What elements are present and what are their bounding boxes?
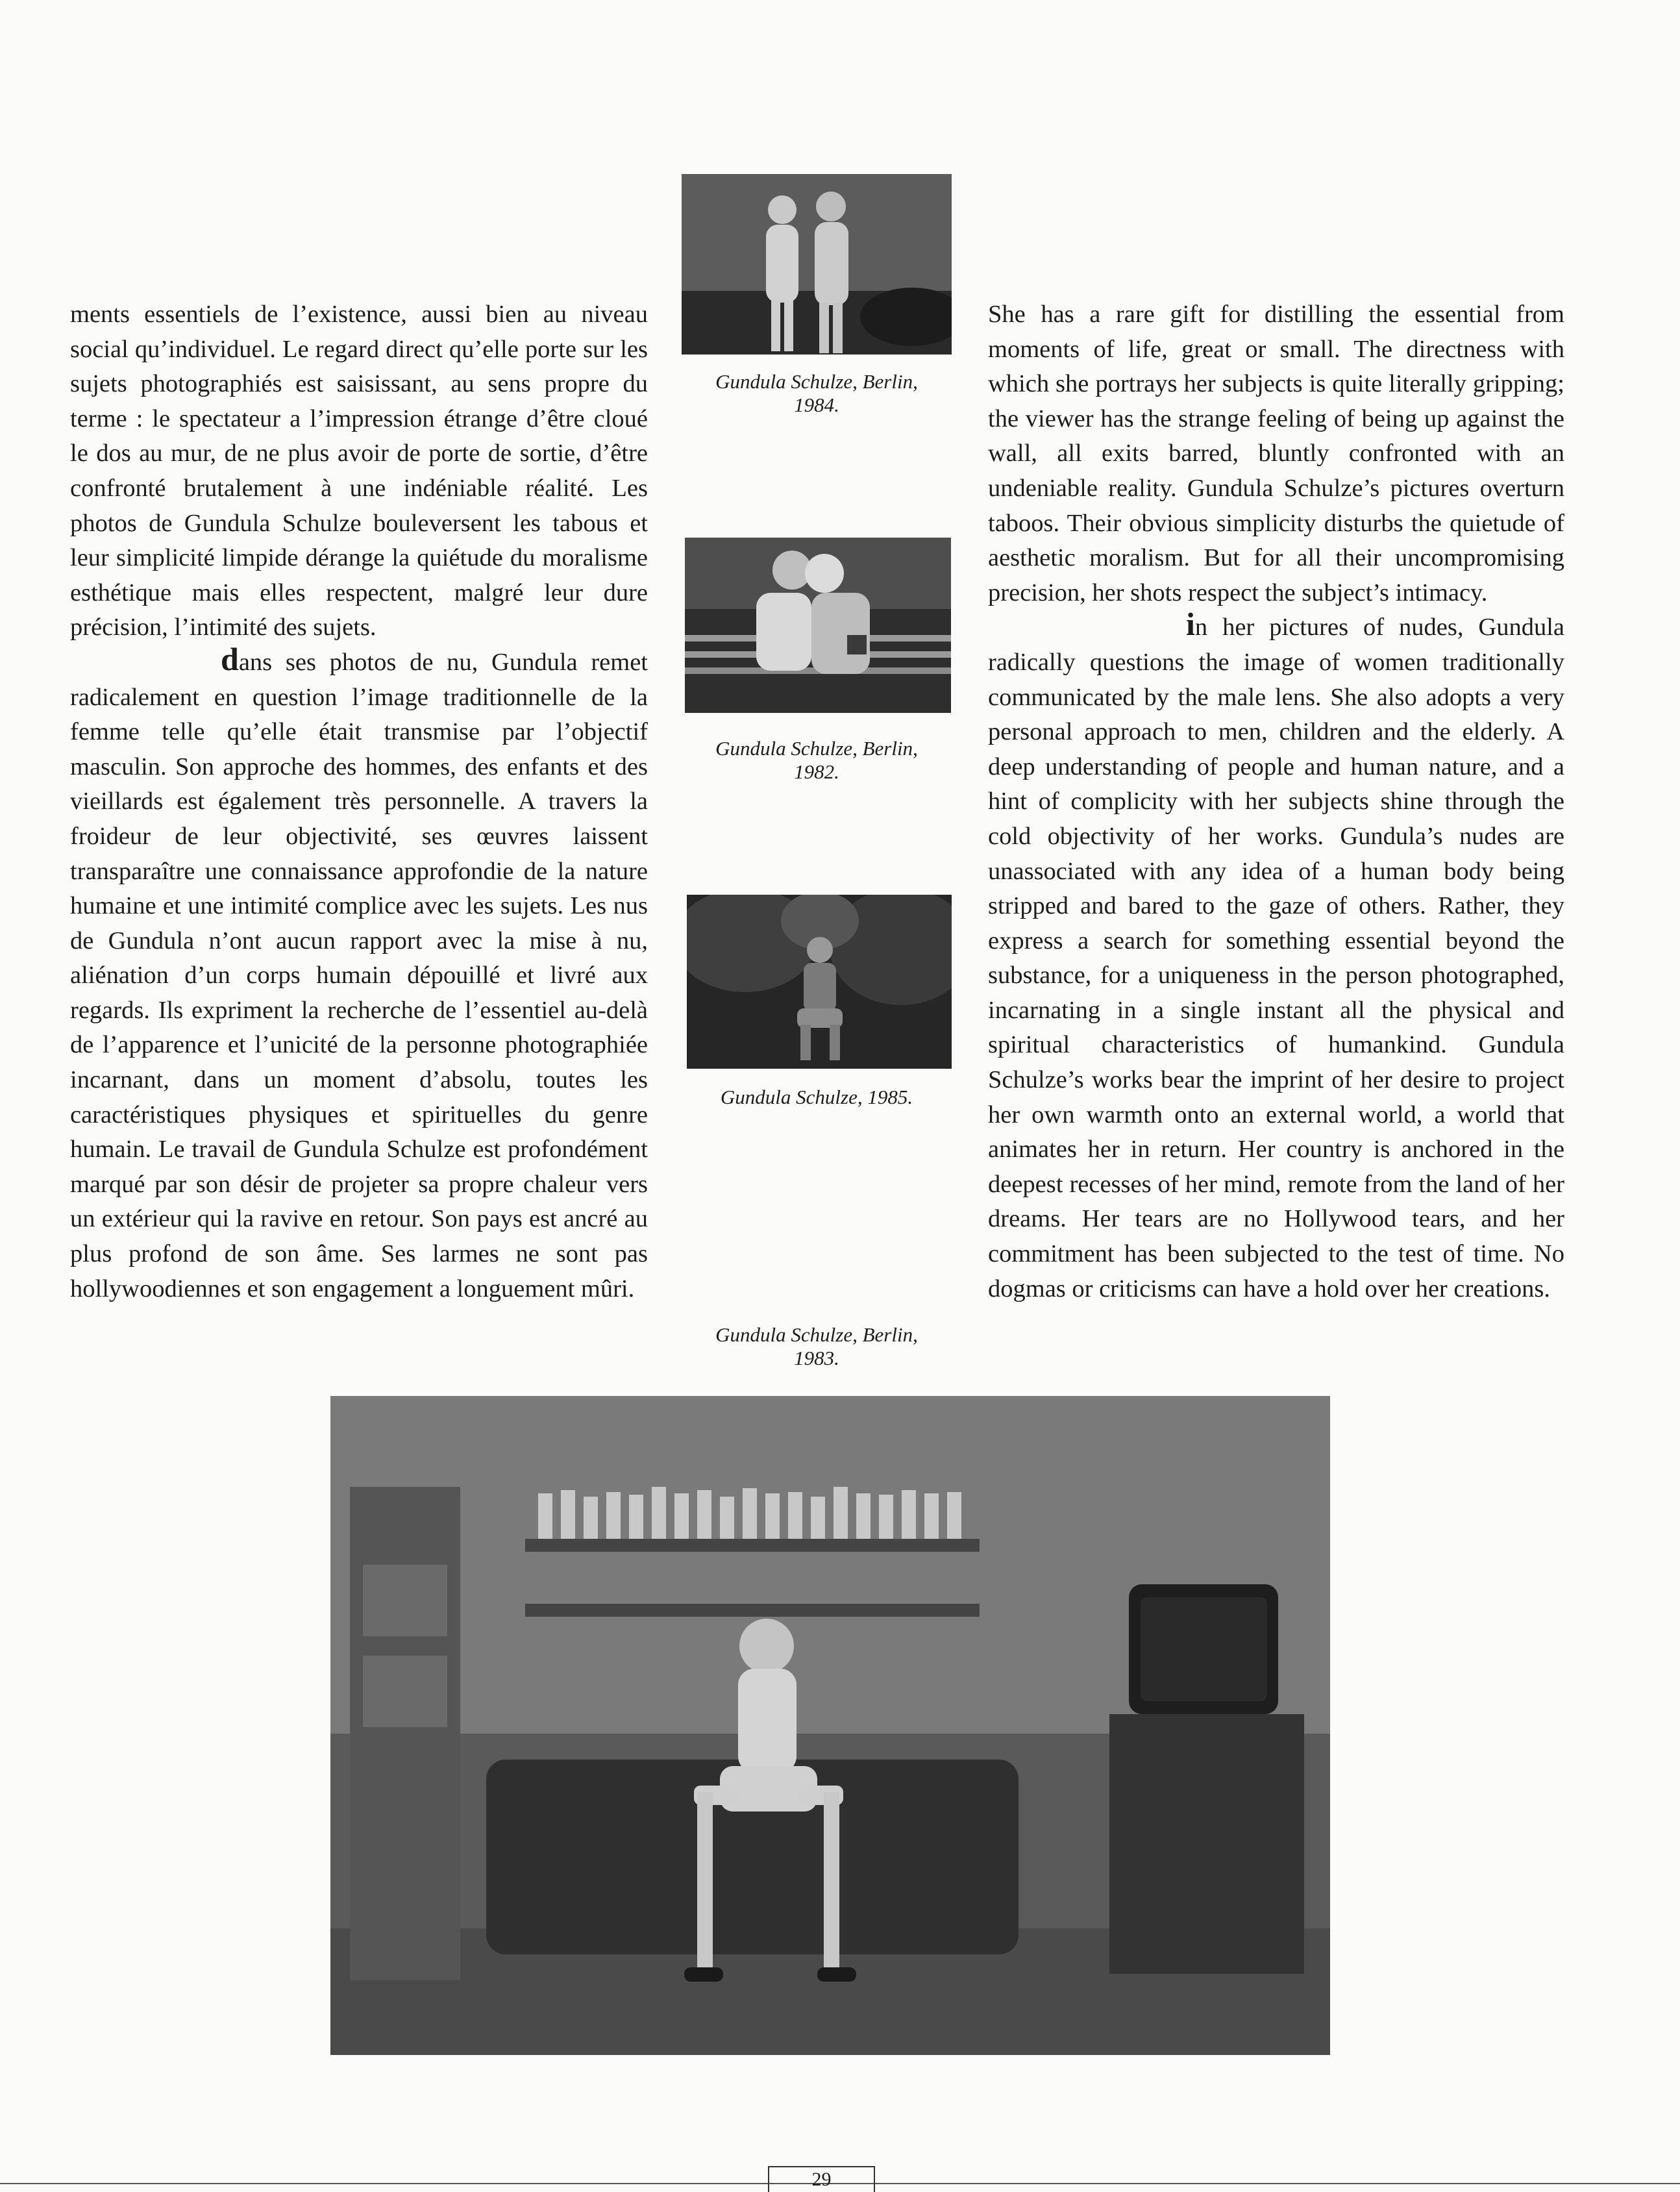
- french-dropcap: d: [221, 640, 239, 677]
- page-number: 29: [768, 2166, 875, 2192]
- photo-two-boys: [682, 174, 952, 355]
- english-dropcap: i: [1186, 606, 1195, 643]
- photo-boy-foliage-image: [687, 895, 952, 1069]
- caption-photo-3: Gundula Schulze, 1985.: [720, 1086, 913, 1108]
- caption-photo-4: Gundula Schulze, Berlin, 1983.: [715, 1323, 918, 1369]
- french-paragraph-1: ments essentiels de l’existence, aussi bien au niveau social qu’individuel. Le regard direct qu’elle porte sur les sujets photographiés est saisissant, au sens propre du terme : le spectateur a l’impression étrange d’être cloué le dos au mur, de ne plus avoir de porte de sortie, d’être confronté brutalement à une indéniable réalité. Les photos de Gundula Schulze bouleversent les tabous et leur simplicité limpide dérange la quiétude du moralisme esthétique mais elles respectent, malgré leur dure précision, l’intimité des sujets.: [70, 301, 648, 641]
- english-paragraph-2-text: n her pictures of nudes, Gundula radically questions the image of women traditionally communicated by the male lens. She also adopts a very personal approach to men, children and the elderly. A deep understanding of people and human nature, and a hint of complicity with her subjects shine through the cold objectivity of her works. Gundula’s nudes are unassociated with any idea of a human body being stripped and bared to the gaze of others. Rather, they express a search for something essential beyond the substance, for a uniqueness in the person photographed, incarnating in a single instant all the physical and spiritual characteristics of humankind. Gundula Schulze’s works bear the imprint of her desire to project her own warmth onto an external world, a world that animates her in return. Her country is anchored in the deepest recesses of her mind, remote from the land of her dreams. Her tears are no Hollywood tears, and her commitment has been subjected to the test of time. No dogmas or criticisms can have a hold over her creations.: [988, 614, 1564, 1302]
- english-paragraph-1: She has a rare gift for distilling the essential from moments of life, great or small. The directness with which she portrays her subjects is quite literally gripping; the viewer has the strange feeling of being up against the wall, all exits barred, bluntly confronted with an undeniable reality. Gundula Schulze’s pictures overturn taboos. Their obvious simplicity disturbs the quietude of aesthetic moralism. But for all their uncompromising precision, her shots respect the subject’s intimacy.: [988, 301, 1564, 606]
- english-text-column: [988, 297, 1564, 1306]
- french-paragraph-2-text: ans ses photos de nu, Gundula remet radicalement en question l’image traditionnelle de la femme telle qu’elle était transmise par l’objectif masculin. Son approche des hommes, des enfants et des vieillards est également très personnelle. A travers la froideur de leur objectivité, ses œuvres laissent transparaître une connaissance approfondie de la nature humaine et une intimité complice avec les sujets. Les nus de Gundula n’ont aucun rapport avec la mise à nu, aliénation d’un corps humain dépouillé et livré aux regards. Ils expriment la recherche de l’essentiel au-delà de l’apparence et l’unicité de la personne photographiée incarnant, dans un moment d’absolu, toutes les caractéristiques physiques et spirituelles du genre humain. Le travail de Gundula Schulze est profondément marqué par son désir de projeter sa propre chaleur vers un extérieur qui la ravive en retour. Son pays est ancré au plus profond de son âme. Ses larmes ne sont pas hollywoodiennes et son engagement a longuement mûri.: [70, 648, 648, 1302]
- photo-man-in-room-image: [330, 1396, 1330, 2055]
- french-paragraph-2: [70, 640, 648, 1306]
- photo-man-in-room: [330, 1396, 1330, 2055]
- caption-photo-1: Gundula Schulze, Berlin, 1984.: [715, 370, 918, 416]
- photo-elderly-couple-image: [685, 538, 951, 713]
- photo-elderly-couple: [685, 538, 951, 713]
- french-text-column: [70, 297, 648, 1306]
- english-paragraph-2: [988, 606, 1564, 1306]
- photo-boy-foliage: [687, 895, 952, 1069]
- photo-two-boys-image: [682, 174, 952, 355]
- caption-photo-2: Gundula Schulze, Berlin, 1982.: [715, 737, 918, 783]
